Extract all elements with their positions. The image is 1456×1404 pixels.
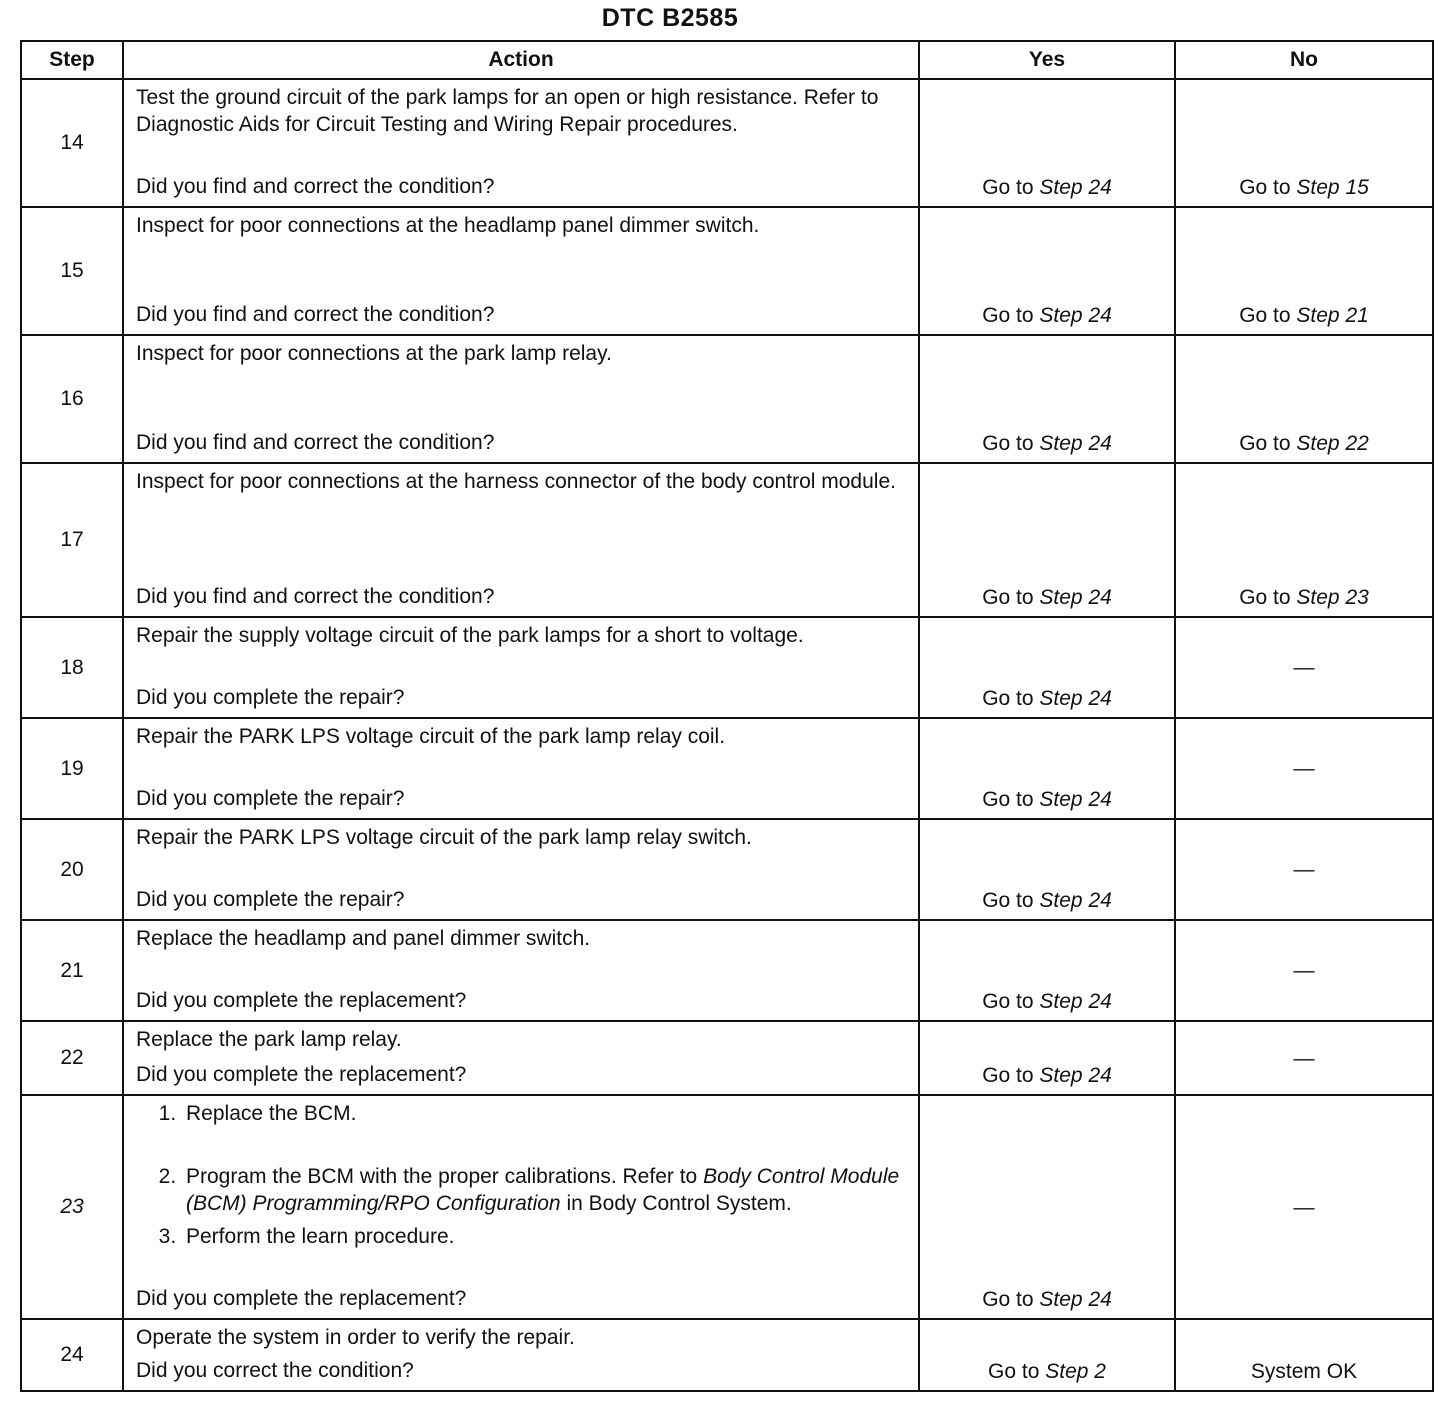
list-item-text: in Body Control System. (560, 1192, 792, 1215)
question-text: Did you complete the replacement? (136, 1287, 467, 1310)
action-text: Replace the park lamp relay. (136, 1028, 402, 1051)
list-item: 3. Perform the learn procedure. (182, 1223, 910, 1250)
list-item-text: Program the BCM with the proper calibrations. Refer to (186, 1165, 704, 1188)
yes-step-link[interactable]: Step 24 (1039, 889, 1112, 912)
table-row (21, 617, 1433, 718)
question-text: Did you find and correct the condition? (136, 431, 495, 454)
action-cell (123, 1021, 919, 1095)
step-number: 14 (21, 79, 123, 207)
action-text: Operate the system in order to verify the repair. (136, 1326, 575, 1349)
table-row (21, 718, 1433, 819)
no-cell (1175, 335, 1433, 463)
action-text: Repair the supply voltage circuit of the park lamps for a short to voltage. (136, 624, 804, 647)
goto-text: Go to (982, 586, 1034, 609)
procedure-list (136, 1100, 910, 1250)
no-cell (1175, 207, 1433, 335)
no-step-link[interactable]: Step 22 (1296, 432, 1369, 455)
goto-text: Go to (982, 1288, 1034, 1311)
no-cell (1175, 463, 1433, 617)
action-cell (123, 1095, 919, 1319)
question-text: Did you correct the condition? (136, 1359, 414, 1382)
no-result-text: System OK (1250, 1360, 1358, 1383)
goto-text: Go to (988, 1360, 1040, 1383)
step-number: 21 (21, 920, 123, 1021)
yes-cell (919, 1021, 1175, 1095)
step-number: 19 (21, 718, 123, 819)
yes-step-link[interactable]: Step 24 (1039, 1288, 1112, 1311)
goto-text: Go to (982, 176, 1034, 199)
no-cell (1175, 819, 1433, 920)
action-text: Inspect for poor connections at the headlamp panel dimmer switch. (136, 214, 760, 237)
yes-header: Yes (919, 41, 1175, 79)
action-text: Test the ground circuit of the park lamps for an open or high resistance. Refer to Diagnostic Aids for Circuit Testing and Wiring Repair procedures. (136, 86, 879, 136)
question-text: Did you find and correct the condition? (136, 303, 495, 326)
yes-cell (919, 718, 1175, 819)
dash-text: — (1293, 959, 1315, 982)
step-number: 23 (21, 1095, 123, 1319)
action-cell (123, 207, 919, 335)
action-text: Inspect for poor connections at the harness connector of the body control module. (136, 470, 896, 493)
goto-text: Go to (982, 788, 1034, 811)
question-text: Did you complete the replacement? (136, 989, 467, 1012)
goto-text: Go to (1239, 432, 1291, 455)
no-header: No (1175, 41, 1433, 79)
action-cell (123, 920, 919, 1021)
step-number: 17 (21, 463, 123, 617)
table-row (21, 79, 1433, 207)
yes-step-link[interactable]: Step 24 (1039, 432, 1112, 455)
action-cell (123, 463, 919, 617)
page-title: DTC B2585 (601, 4, 739, 32)
step-number: 24 (21, 1319, 123, 1391)
diagnostic-table (20, 40, 1434, 1392)
no-cell (1175, 1095, 1433, 1319)
question-text: Did you complete the repair? (136, 686, 405, 709)
goto-text: Go to (982, 304, 1034, 327)
yes-step-link[interactable]: Step 24 (1039, 687, 1112, 710)
yes-step-link[interactable]: Step 24 (1039, 304, 1112, 327)
action-text: Inspect for poor connections at the park lamp relay. (136, 342, 612, 365)
goto-text: Go to (1239, 586, 1291, 609)
action-cell (123, 819, 919, 920)
list-item (182, 1163, 910, 1217)
dash-text: — (1293, 858, 1315, 881)
table-row (21, 1319, 1433, 1391)
question-text: Did you complete the repair? (136, 787, 405, 810)
list-item: 1. Replace the BCM. (182, 1100, 910, 1127)
yes-cell (919, 1319, 1175, 1391)
question-text: Did you find and correct the condition? (136, 585, 495, 608)
yes-cell (919, 207, 1175, 335)
step-number: 15 (21, 207, 123, 335)
action-cell (123, 617, 919, 718)
dash-text: — (1293, 1195, 1315, 1219)
step-number: 22 (21, 1021, 123, 1095)
table-row (21, 1021, 1433, 1095)
no-cell (1175, 718, 1433, 819)
action-text: Repair the PARK LPS voltage circuit of the park lamp relay coil. (136, 725, 726, 748)
no-cell (1175, 1021, 1433, 1095)
yes-cell (919, 335, 1175, 463)
no-step-link[interactable]: Step 15 (1296, 176, 1369, 199)
yes-cell (919, 617, 1175, 718)
action-cell (123, 1319, 919, 1391)
no-cell (1175, 617, 1433, 718)
question-text: Did you find and correct the condition? (136, 175, 495, 198)
step-number: 20 (21, 819, 123, 920)
action-header: Action (123, 41, 919, 79)
yes-cell (919, 920, 1175, 1021)
yes-cell (919, 463, 1175, 617)
table-row (21, 819, 1433, 920)
goto-text: Go to (982, 889, 1034, 912)
yes-cell (919, 1095, 1175, 1319)
goto-text: Go to (982, 1064, 1034, 1087)
reference-link[interactable]: Body Control Module (BCM) Programming/RPO Configuration (186, 1165, 900, 1215)
table-row (21, 463, 1433, 617)
action-text: Replace the headlamp and panel dimmer switch. (136, 927, 591, 950)
yes-step-link[interactable]: Step 24 (1039, 176, 1112, 199)
no-cell (1175, 920, 1433, 1021)
yes-step-link[interactable]: Step 24 (1039, 990, 1112, 1013)
action-cell (123, 718, 919, 819)
action-cell (123, 79, 919, 207)
yes-cell (919, 819, 1175, 920)
yes-step-link[interactable]: Step 2 (1045, 1360, 1106, 1383)
question-text: Did you complete the replacement? (136, 1063, 467, 1086)
yes-step-link[interactable]: Step 24 (1039, 1064, 1112, 1087)
goto-text: Go to (1239, 176, 1291, 199)
step-number: 18 (21, 617, 123, 718)
no-cell (1175, 79, 1433, 207)
step-number: 16 (21, 335, 123, 463)
action-text: Repair the PARK LPS voltage circuit of the park lamp relay switch. (136, 826, 752, 849)
table-row (21, 335, 1433, 463)
action-cell (123, 335, 919, 463)
yes-step-link[interactable]: Step 24 (1039, 586, 1112, 609)
goto-text: Go to (982, 432, 1034, 455)
no-step-link[interactable]: Step 21 (1296, 304, 1369, 327)
yes-step-link[interactable]: Step 24 (1039, 788, 1112, 811)
table-row (21, 207, 1433, 335)
question-text: Did you complete the repair? (136, 888, 405, 911)
step-header: Step (21, 41, 123, 79)
table-row (21, 920, 1433, 1021)
goto-text: Go to (1239, 304, 1291, 327)
header-row (21, 41, 1433, 79)
dash-text: — (1293, 656, 1315, 679)
table-row (21, 1095, 1433, 1319)
goto-text: Go to (982, 687, 1034, 710)
goto-text: Go to (982, 990, 1034, 1013)
yes-cell (919, 79, 1175, 207)
dash-text: — (1293, 757, 1315, 780)
dash-text: — (1293, 1046, 1315, 1070)
no-step-link[interactable]: Step 23 (1296, 586, 1369, 609)
no-cell (1175, 1319, 1433, 1391)
